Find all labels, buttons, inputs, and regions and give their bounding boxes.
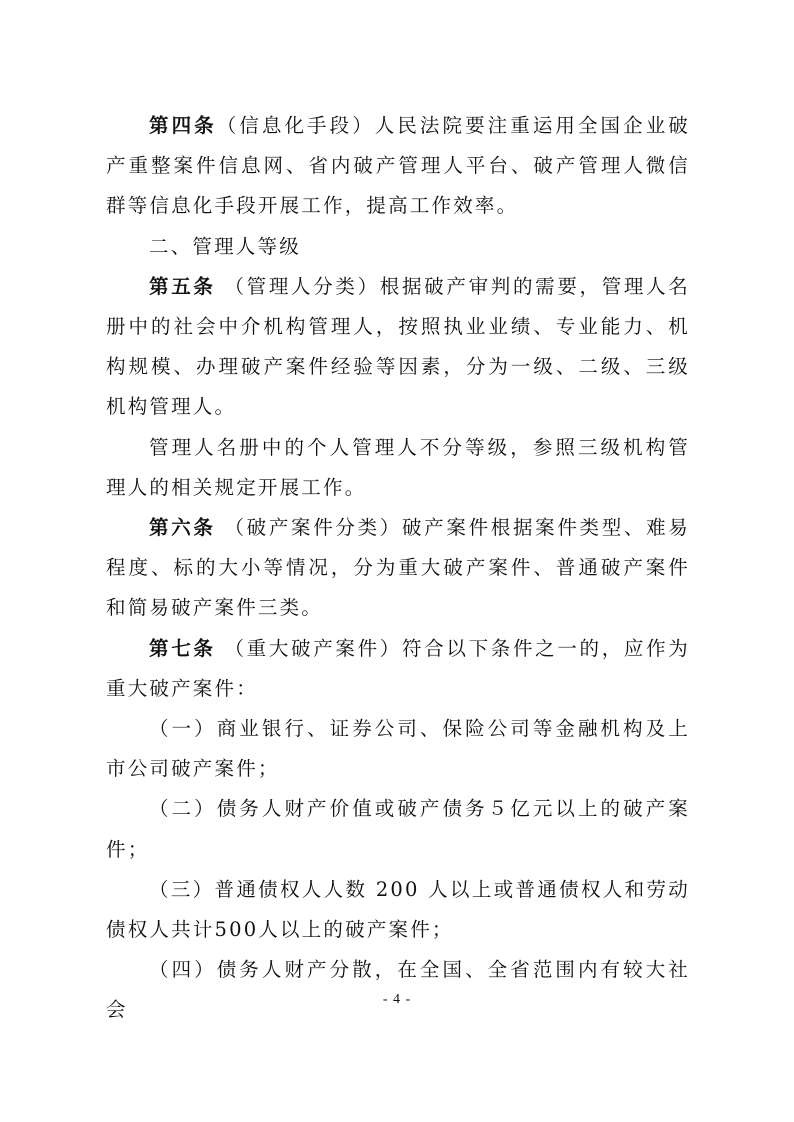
article-number: 第四条	[149, 114, 217, 137]
article-text: （破产案件分类）破产案件根据案件类型、难易程度、标的大小等情况，分为重大破产案件、普通破产案件和简易破产案件三类。	[106, 516, 690, 620]
article-number: 第五条	[149, 274, 216, 298]
article-6-paragraph	[106, 508, 690, 629]
article-text: （重大破产案件）符合以下条件之一的，应作为重大破产案件：	[106, 636, 690, 700]
article-7-paragraph	[106, 629, 690, 709]
list-item-4: （四）债务人财产分散，在全国、全省范围内有较大社会	[106, 958, 690, 1022]
article-number: 第六条	[149, 516, 216, 540]
article-number: 第七条	[149, 636, 216, 660]
list-item-3: （三）普通债权人人数 200 人以上或普通债权人和劳动债权人共计500人以上的破产案件；	[106, 877, 690, 942]
article-text: （管理人分类）根据破产审判的需要，管理人名册中的社会中介机构管理人，按照执业业绩、专业能力、机构规模、办理破产案件经验等因素，分为一级、二级、三级机构管理人。	[106, 274, 690, 419]
article-4-paragraph	[106, 106, 690, 227]
list-item-1: （一）商业银行、证券公司、保险公司等金融机构及上市公司破产案件；	[106, 717, 690, 781]
list-item-2: （二）债务人财产价值或破产债务５亿元以上的破产案件；	[106, 797, 690, 861]
page-number: - 4 -	[382, 992, 412, 1007]
document-body	[106, 106, 690, 1031]
article-5-paragraph	[106, 267, 690, 428]
body-paragraph: 管理人名册中的个人管理人不分等级，参照三级机构管理人的相关规定开展工作。	[106, 435, 690, 499]
article-text: （信息化手段）人民法院要注重运用全国企业破产重整案件信息网、省内破产管理人平台、破产管理人微信群等信息化手段开展工作，提高工作效率。	[106, 114, 690, 218]
section-heading: 二、管理人等级	[149, 234, 301, 258]
